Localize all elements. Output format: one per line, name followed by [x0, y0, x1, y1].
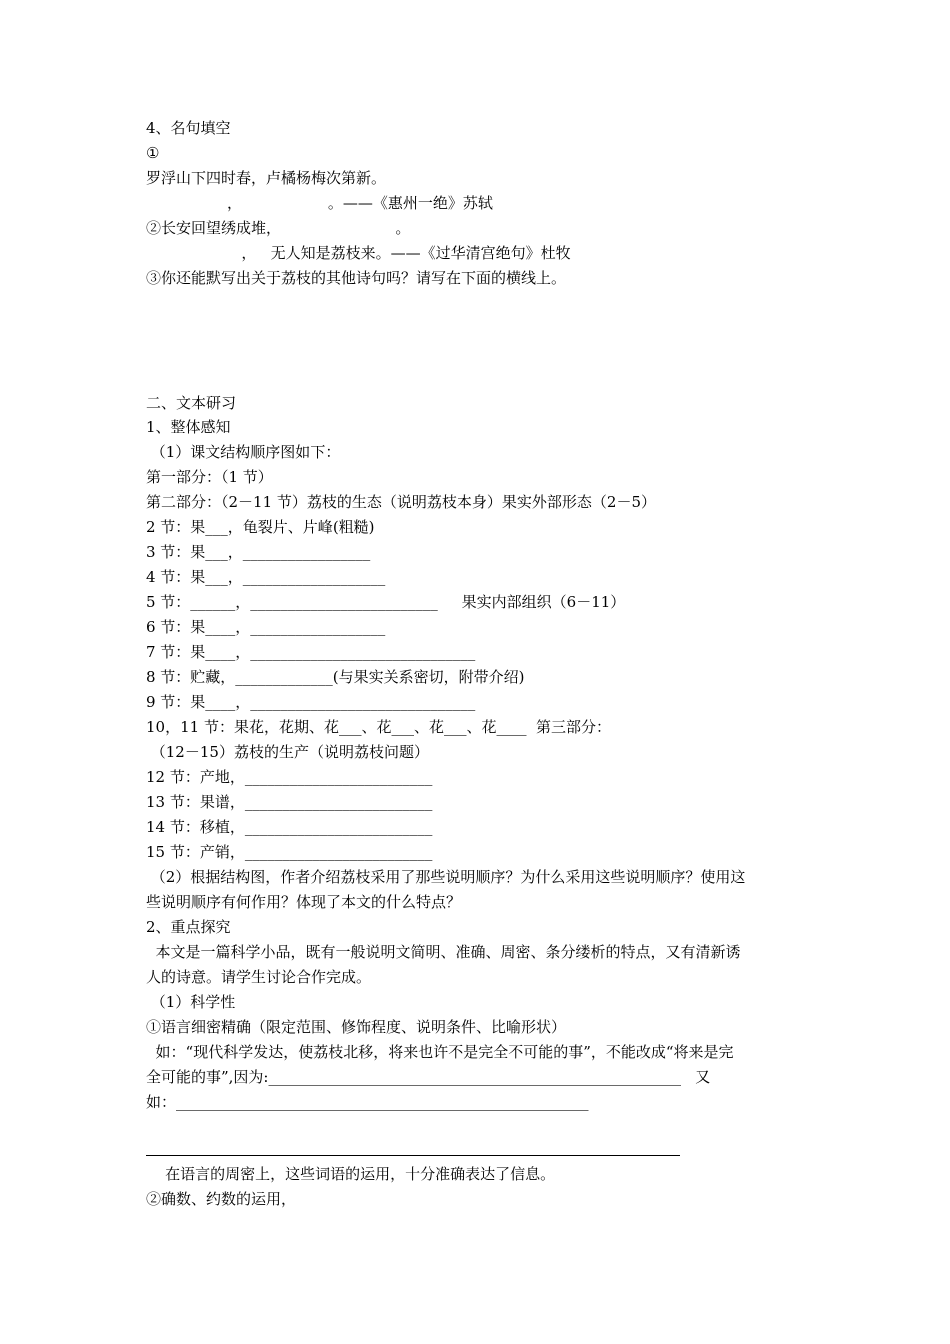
text-line: 3 节：果___，_________________	[146, 543, 371, 561]
text-line: （1）科学性	[146, 993, 236, 1011]
text-line: ①	[146, 144, 160, 162]
text-line: 14 节：移植，_________________________	[146, 818, 433, 836]
text-line: 12 节：产地，_________________________	[146, 768, 433, 786]
text-line: ①语言细密精确（限定范围、修饰程度、说明条件、比喻形状）	[146, 1018, 567, 1036]
text-line: 在语言的周密上，这些词语的运用，十分准确表达了信息。	[146, 1165, 556, 1183]
text-line: 15 节：产销，_________________________	[146, 843, 433, 861]
text-line: （2）根据结构图，作者介绍荔枝采用了那些说明顺序？为什么采用这些说明顺序？使用这	[146, 868, 746, 886]
text-line: 4 节：果___，___________________	[146, 568, 386, 586]
text-line: 如：“现代科学发达，使荔枝北移，将来也许不是完全不可能的事”，不能改成“将来是完	[146, 1043, 734, 1061]
text-line: ②长安回望绣成堆， 。	[146, 219, 411, 237]
text-line: ， 。——《惠州一绝》苏轼	[146, 194, 493, 212]
text-line: 本文是一篇科学小品，既有一般说明文简明、准确、周密、条分缕析的特点，又有清新诱	[146, 943, 741, 961]
text-line: 罗浮山下四时春，卢橘杨梅次第新。	[146, 169, 387, 187]
text-line: 第二部分：（2－11 节）荔枝的生态（说明荔枝本身）果实外部形态（2－5）	[146, 493, 656, 511]
text-line: 全可能的事”,因为:_______________________________________________________ 又	[146, 1068, 711, 1086]
text-line: ②确数、约数的运用，	[146, 1190, 297, 1208]
text-line: 7 节：果____，______________________________	[146, 643, 476, 661]
text-line: 人的诗意。请学生讨论合作完成。	[146, 968, 372, 986]
text-line: （12－15）荔枝的生产（说明荔枝问题）	[146, 743, 429, 761]
text-line: ③你还能默写出关于荔枝的其他诗句吗？请写在下面的横线上。	[146, 269, 567, 287]
answer-blank-line	[146, 1155, 680, 1156]
text-line: 1、整体感知	[146, 418, 231, 436]
text-line: 10，11 节：果花，花期、花___、花___、花___、花____ 第三部分：	[146, 718, 611, 736]
text-line: 些说明顺序有何作用？体现了本文的什么特点？	[146, 893, 462, 911]
text-line: 9 节：果____，______________________________	[146, 693, 476, 711]
text-line: 2、重点探究	[146, 918, 231, 936]
text-line: 第一部分：（1 节）	[146, 468, 273, 486]
text-line: 6 节：果____，__________________	[146, 618, 386, 636]
text-line: 4、名句填空	[146, 119, 231, 137]
text-line: 13 节：果谱，_________________________	[146, 793, 433, 811]
text-line: 如：_______________________________________________________	[146, 1093, 589, 1111]
text-line: 二、文本研习	[146, 394, 237, 412]
text-line: 5 节：______，_________________________ 果实内部组织（6－11）	[146, 593, 626, 611]
text-line: 2 节：果___，龟裂片、片峰(粗糙)	[146, 518, 375, 536]
text-line: （1）课文结构顺序图如下：	[146, 443, 341, 461]
text-line: 8 节：贮藏，_____________(与果实关系密切，附带介绍)	[146, 668, 525, 686]
text-line: ， 无人知是荔枝来。——《过华清宫绝句》杜牧	[146, 244, 571, 262]
